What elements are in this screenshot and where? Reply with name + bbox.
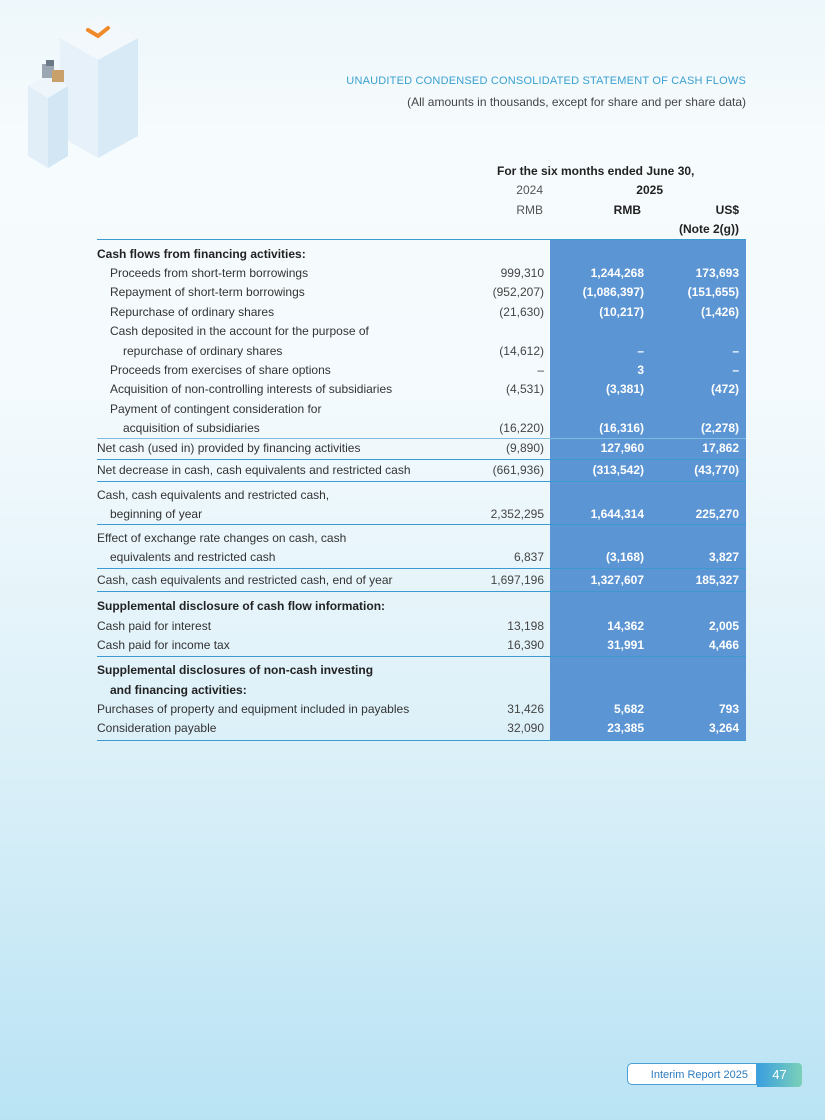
year-2024-header: 2024 [516,183,543,197]
value-2025-usd: 3,827 [708,550,739,564]
table-row [97,700,746,719]
value-2025-rmb: 14,362 [607,619,644,633]
value-2025-usd: (2,278) [700,421,739,435]
row-rule [97,591,746,592]
value-2024-rmb: 31,426 [507,702,544,716]
value-2024-rmb: 13,198 [507,619,544,633]
value-2024-rmb: (952,207) [492,285,544,299]
table-row [97,400,746,419]
row-label: Repayment of short-term borrowings [110,285,305,299]
usd-note-header: (Note 2(g)) [679,222,739,236]
value-2024-rmb: 1,697,196 [490,573,544,587]
table-row [97,548,746,567]
table-row [97,661,746,680]
value-2025-usd: 225,270 [695,507,739,521]
value-2024-rmb: 2,352,295 [490,507,544,521]
statement-subtitle: (All amounts in thousands, except for share and per share data) [407,95,746,109]
value-2024-rmb: (16,220) [499,421,544,435]
row-label: Cash deposited in the account for the purpose of [110,324,369,338]
currency-2024-header: RMB [516,203,543,217]
statement-title: UNAUDITED CONDENSED CONSOLIDATED STATEMENT OF CASH FLOWS [346,75,746,87]
value-2024-rmb: (661,936) [492,463,544,477]
value-2025-rmb: 127,960 [600,441,644,455]
table-row [97,529,746,548]
value-2025-usd: 173,693 [695,266,739,280]
table-row [97,571,746,590]
value-2025-usd: – [732,344,739,358]
table-row [97,681,746,700]
table-row [97,617,746,636]
row-label: Net decrease in cash, cash equivalents and restricted cash [97,463,411,477]
row-label: Effect of exchange rate changes on cash, cash [97,531,347,545]
table-row [97,283,746,302]
row-label: Net cash (used in) provided by financing activities [97,441,361,455]
table-row [97,597,746,616]
row-label: Cash, cash equivalents and restricted cash, [97,488,330,502]
value-2025-rmb: (1,086,397) [582,285,644,299]
value-2025-usd: (1,426) [700,305,739,319]
row-label: Supplemental disclosure of cash flow information: [97,599,386,613]
row-label: repurchase of ordinary shares [123,344,283,358]
value-2024-rmb: 32,090 [507,721,544,735]
table-row [97,361,746,380]
row-label: equivalents and restricted cash [110,550,276,564]
table-row [97,322,746,341]
value-2025-usd: 185,327 [695,573,739,587]
value-2025-usd: 793 [718,702,739,716]
value-2024-rmb: (9,890) [505,441,544,455]
value-2024-rmb: (14,612) [499,344,544,358]
row-label: acquisition of subsidiaries [123,421,260,435]
row-label: Cash, cash equivalents and restricted cash, end of year [97,573,393,587]
table-row [97,303,746,322]
table-row [97,719,746,738]
table-row [97,505,746,524]
value-2025-rmb: 1,327,607 [590,573,644,587]
value-2025-usd: 17,862 [702,441,739,455]
value-2025-rmb: 31,991 [607,638,644,652]
table-row [97,636,746,655]
value-2024-rmb: 999,310 [500,266,544,280]
table-row [97,380,746,399]
row-rule [97,481,746,482]
row-label: Consideration payable [97,721,217,735]
value-2025-usd: 2,005 [708,619,739,633]
row-label: Purchases of property and equipment included in payables [97,702,410,716]
table-row [97,486,746,505]
row-label: and financing activities: [110,683,247,697]
row-label: Proceeds from exercises of share options [110,363,331,377]
row-label: Acquisition of non-controlling interests of subsidiaries [110,382,393,396]
value-2024-rmb: (21,630) [499,305,544,319]
row-rule [97,656,746,657]
table-row [97,245,746,264]
row-label: Payment of contingent consideration for [110,402,322,416]
row-rule [97,459,746,460]
report-name: Interim Report 2025 [627,1063,757,1085]
value-2024-rmb: 16,390 [507,638,544,652]
value-2025-rmb: 3 [637,363,644,377]
row-label: Cash paid for interest [97,619,212,633]
value-2024-rmb: – [537,363,544,377]
value-2025-usd: (472) [710,382,739,396]
value-2024-rmb: (4,531) [505,382,544,396]
value-2025-rmb: (16,316) [599,421,644,435]
value-2025-rmb: (10,217) [599,305,644,319]
row-label: Repurchase of ordinary shares [110,305,275,319]
page-footer [627,1063,802,1087]
row-rule [97,524,746,525]
value-2025-usd: – [732,363,739,377]
currency-usd-header: US$ [715,203,739,217]
value-2024-rmb: 6,837 [513,550,544,564]
value-2025-rmb: 23,385 [607,721,644,735]
row-label: beginning of year [110,507,203,521]
decorative-cube-graphic [20,8,150,178]
value-2025-usd: 3,264 [708,721,739,735]
row-label: Cash flows from financing activities: [97,247,306,261]
value-2025-rmb: – [637,344,644,358]
table-row [97,439,746,458]
table-row [97,461,746,480]
row-label: Cash paid for income tax [97,638,230,652]
table-row [97,264,746,283]
value-2025-usd: (151,655) [687,285,739,299]
row-label: Proceeds from short-term borrowings [110,266,309,280]
row-label: Supplemental disclosures of non-cash investing [97,663,374,677]
value-2025-rmb: 5,682 [613,702,644,716]
value-2025-usd: 4,466 [708,638,739,652]
row-rule [97,568,746,569]
page-number: 47 [757,1063,802,1087]
period-header: For the six months ended June 30, [497,164,695,178]
value-2025-rmb: (313,542) [592,463,644,477]
value-2025-usd: (43,770) [694,463,739,477]
currency-2025-header: RMB [613,203,641,217]
value-2025-rmb: 1,244,268 [590,266,644,280]
value-2025-rmb: 1,644,314 [590,507,644,521]
value-2025-rmb: (3,381) [605,382,644,396]
table-bottom-rule [97,740,746,741]
value-2025-rmb: (3,168) [605,550,644,564]
table-row [97,342,746,361]
table-row [97,419,746,438]
header-rule [97,239,746,240]
year-2025-header: 2025 [636,183,663,197]
